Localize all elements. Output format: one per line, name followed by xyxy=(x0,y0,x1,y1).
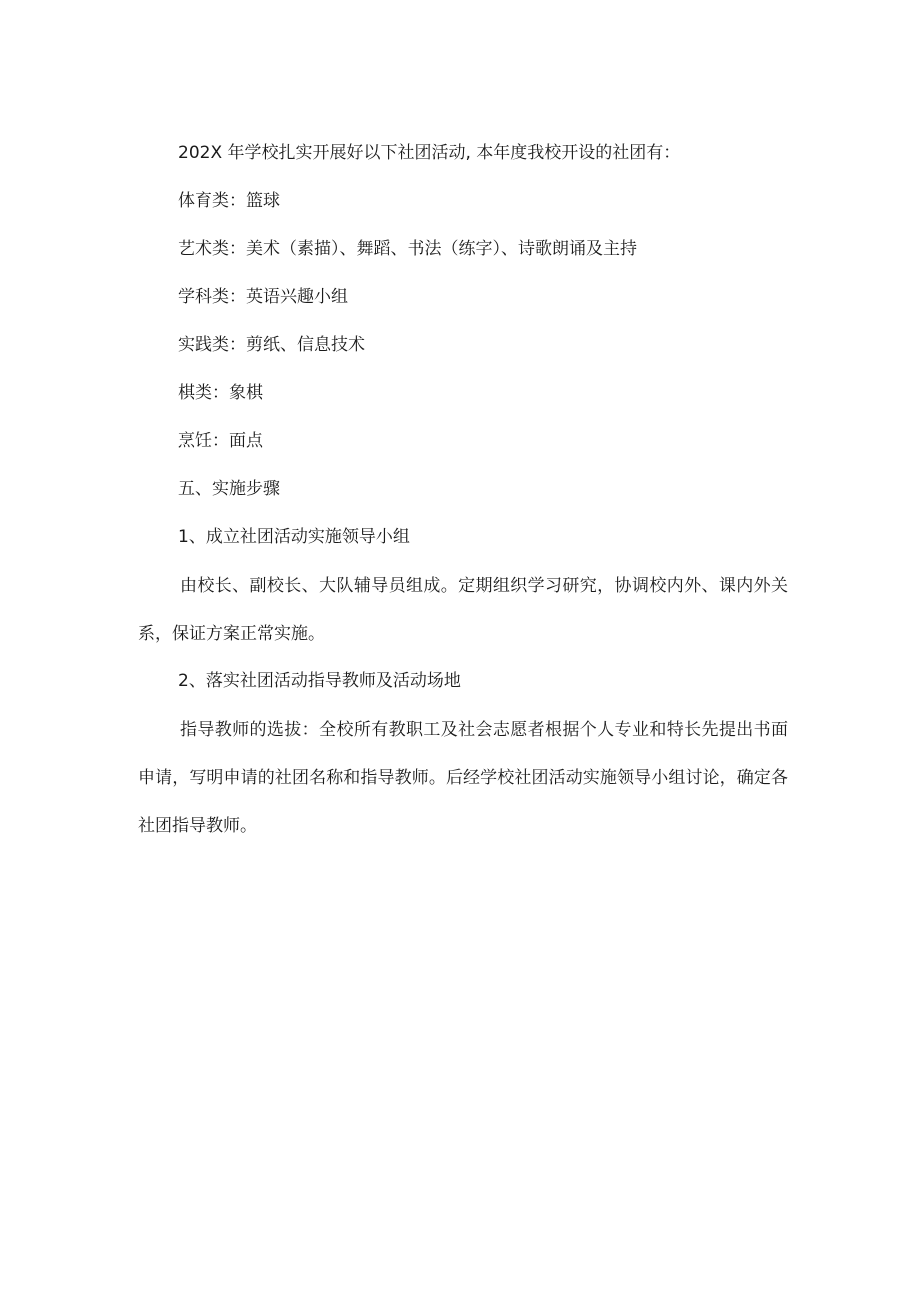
club-category-academic: 学科类：英语兴趣小组 xyxy=(178,287,348,307)
club-category-cooking: 烹饪：面点 xyxy=(178,431,263,451)
step1-heading: 1、成立社团活动实施领导小组 xyxy=(178,527,410,547)
club-category-sports: 体育类：篮球 xyxy=(178,191,280,211)
step2-heading: 2、落实社团活动指导教师及活动场地 xyxy=(178,671,461,691)
club-category-arts: 艺术类：美术（素描）、舞蹈、书法（练字）、诗歌朗诵及主持 xyxy=(178,239,637,259)
step1-body: 由校长、副校长、大队辅导员组成。定期组织学习研究，协调校内外、课内外关系，保证方案正常实施。 xyxy=(138,576,788,644)
club-category-chess: 棋类：象棋 xyxy=(178,383,263,403)
intro-paragraph: 202X 年学校扎实开展好以下社团活动, 本年度我校开设的社团有： xyxy=(178,143,681,163)
section-heading: 五、实施步骤 xyxy=(178,479,280,499)
step2-body: 指导教师的选拔：全校所有教职工及社会志愿者根据个人专业和特长先提出书面申请，写明申请的社团名称和指导教师。后经学校社团活动实施领导小组讨论，确定各社团指导教师。 xyxy=(138,720,788,836)
club-category-practice: 实践类：剪纸、信息技术 xyxy=(178,335,365,355)
